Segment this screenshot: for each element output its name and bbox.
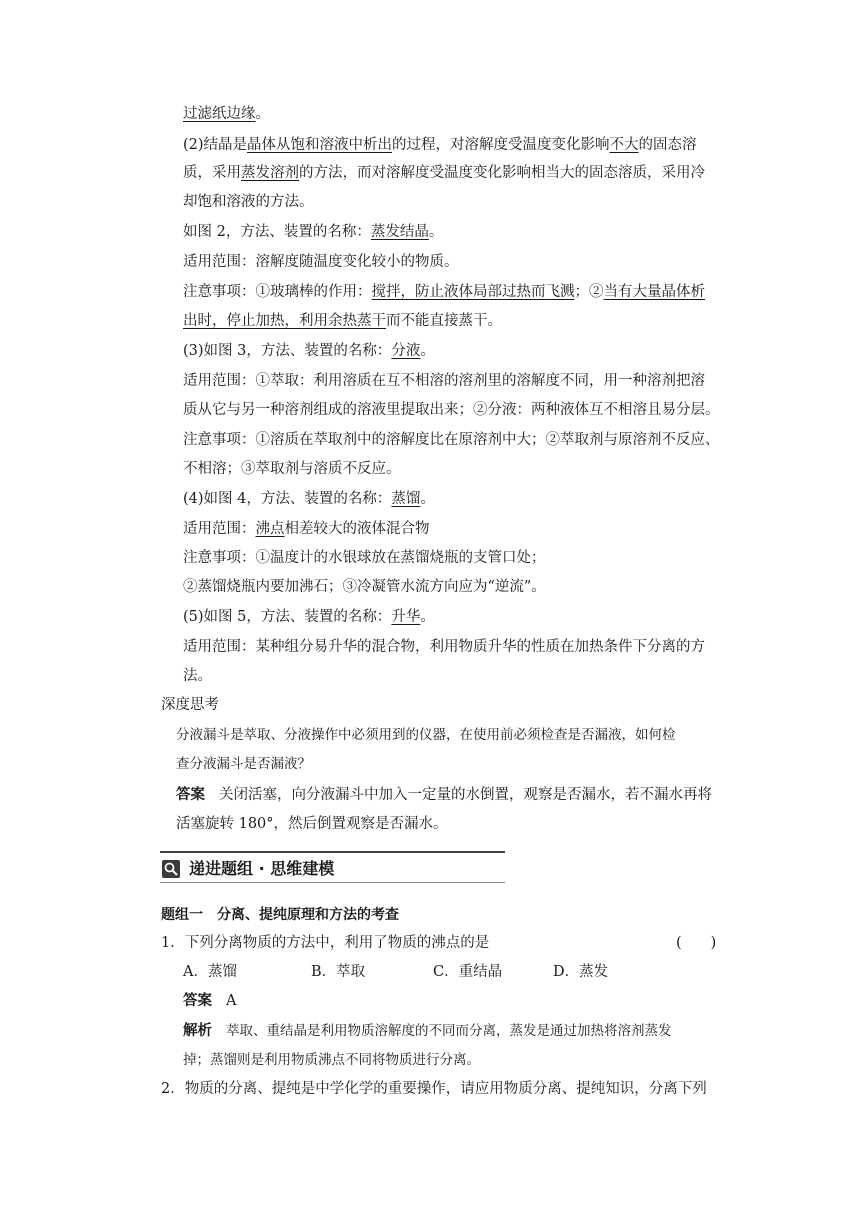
text-span: 。 bbox=[420, 609, 435, 625]
text-line: 却饱和溶液的方法。 bbox=[183, 194, 314, 210]
text-line: 注意事项：①温度计的水银球放在蒸馏烧瓶的支管口处； bbox=[183, 550, 546, 566]
text-span: 的固态溶 bbox=[638, 137, 697, 153]
text-line bbox=[183, 607, 435, 627]
answer-line bbox=[176, 785, 712, 805]
underlined-answer: 搅拌，防止液体局部过热而飞溅 bbox=[371, 284, 575, 300]
text-line bbox=[183, 222, 443, 242]
text-span: 。 bbox=[428, 224, 444, 240]
text-line: 质从它与另一种溶剂组成的溶液里提取出来；②分液：两种液体互不相溶且易分层。 bbox=[183, 402, 720, 418]
text-span: 的过程，对溶解度受温度变化影响 bbox=[392, 137, 610, 153]
explanation-line: 掉；蒸馏则是利用物质沸点不同将物质进行分离。 bbox=[183, 1052, 480, 1068]
text-line bbox=[183, 519, 430, 539]
underlined-answer: 沸点 bbox=[255, 521, 285, 537]
text-span: 质，采用 bbox=[183, 165, 241, 181]
question-text: 查分液漏斗是否漏液？ bbox=[176, 756, 311, 772]
answer-value: A bbox=[226, 993, 237, 1009]
section-rule-top bbox=[160, 851, 505, 853]
question-text: 分液漏斗是萃取、分液操作中必须用到的仪器，在使用前必须检查是否漏液，如何检 bbox=[176, 727, 676, 743]
text-line: 活塞旋转 180°，然后倒置观察是否漏水。 bbox=[176, 816, 448, 832]
option-c: C．重结晶 bbox=[433, 964, 503, 980]
text-span: 萃取、重结晶是利用物质溶解度的不同而分离，蒸发是通过加热将溶剂蒸发 bbox=[226, 1023, 672, 1039]
subheading-deep-thinking: 深度思考 bbox=[161, 697, 219, 713]
text-line: ②蒸馏烧瓶内要加沸石；③冷凝管水流方向应为“逆流”。 bbox=[183, 579, 546, 595]
text-line: 注意事项：①溶质在萃取剂中的溶解度比在原溶剂中大；②萃取剂与原溶剂不反应、 bbox=[183, 432, 720, 448]
explanation-label: 解析 bbox=[183, 1022, 212, 1039]
text-line: 不相溶；③萃取剂与溶质不反应。 bbox=[183, 461, 401, 477]
text-span: 。 bbox=[255, 106, 270, 122]
underlined-answer: 蒸发结晶 bbox=[370, 224, 429, 240]
underlined-answer: 分液 bbox=[391, 343, 421, 359]
text-span: 。 bbox=[420, 343, 435, 359]
text-span: 。 bbox=[420, 491, 435, 507]
text-span: 关闭活塞，向分液漏斗中加入一定量的水倒置，观察是否漏水，若不漏水再将 bbox=[219, 787, 712, 803]
underlined-answer: 当有大量晶体析 bbox=[603, 284, 705, 300]
underlined-answer: 出时，停止加热，利用余热蒸干 bbox=[183, 313, 386, 329]
text-line bbox=[183, 341, 435, 361]
text-line bbox=[183, 311, 502, 331]
section-rule-bottom bbox=[160, 882, 505, 883]
text-line: 适用范围：①萃取：利用溶质在互不相溶的溶剂里的溶解度不同，用一种溶剂把溶 bbox=[183, 373, 705, 389]
section-title: 递进题组 · 思维建模 bbox=[189, 859, 335, 878]
question-group-title: 题组一 分离、提纯原理和方法的考查 bbox=[161, 907, 399, 923]
text-span: (4)如图 4，方法、装置的名称： bbox=[183, 491, 392, 507]
text-line: 适用范围：某种组分易升华的混合物，利用物质升华的性质在加热条件下分离的方 bbox=[183, 639, 705, 655]
text-line bbox=[183, 135, 697, 155]
text-line: 法。 bbox=[183, 668, 212, 684]
explanation-line bbox=[183, 1021, 672, 1041]
answer-bracket: ( ) bbox=[676, 935, 717, 951]
question-stem: 1．下列分离物质的方法中，利用了物质的沸点的是 bbox=[161, 935, 490, 951]
text-span: (5)如图 5，方法、装置的名称： bbox=[183, 609, 392, 625]
option-a: A．蒸馏 bbox=[183, 964, 237, 980]
text-span: ；② bbox=[574, 284, 604, 300]
underlined-answer: 升华 bbox=[391, 609, 421, 625]
text-line: 适用范围：溶解度随温度变化较小的物质。 bbox=[183, 254, 459, 270]
text-span: 注意事项：①玻璃棒的作用： bbox=[183, 284, 372, 300]
answer-label: 答案 bbox=[183, 992, 212, 1009]
text-span: 适用范围： bbox=[183, 521, 256, 537]
underlined-answer: 晶体从饱和溶液中析出 bbox=[247, 137, 393, 153]
text-span: 而不能直接蒸干。 bbox=[386, 313, 502, 329]
underlined-answer: 过滤纸边缘 bbox=[183, 106, 256, 122]
underlined-answer: 蒸发溶剂 bbox=[241, 165, 299, 181]
answer-line bbox=[183, 991, 236, 1011]
underlined-answer: 不大 bbox=[609, 137, 639, 153]
option-d: D．蒸发 bbox=[553, 964, 609, 980]
text-span: (3)如图 3，方法、装置的名称： bbox=[183, 343, 392, 359]
text-span: (2)结晶是 bbox=[183, 137, 248, 153]
text-span: 相差较大的液体混合物 bbox=[284, 521, 430, 537]
answer-label: 答案 bbox=[176, 786, 205, 803]
text-line bbox=[183, 489, 435, 509]
option-b: B．萃取 bbox=[311, 964, 366, 980]
text-line bbox=[183, 104, 270, 124]
text-span: 的方法，而对溶解度受温度变化影响相当大的固态溶质，采用冷 bbox=[299, 165, 705, 181]
question-stem: 2．物质的分离、提纯是中学化学的重要操作，请应用物质分离、提纯知识，分离下列 bbox=[161, 1081, 707, 1097]
text-line bbox=[183, 163, 705, 183]
magnifier-icon bbox=[162, 860, 180, 878]
text-span: 如图 2，方法、装置的名称： bbox=[183, 224, 371, 240]
underlined-answer: 蒸馏 bbox=[391, 491, 421, 507]
text-line bbox=[183, 282, 705, 302]
